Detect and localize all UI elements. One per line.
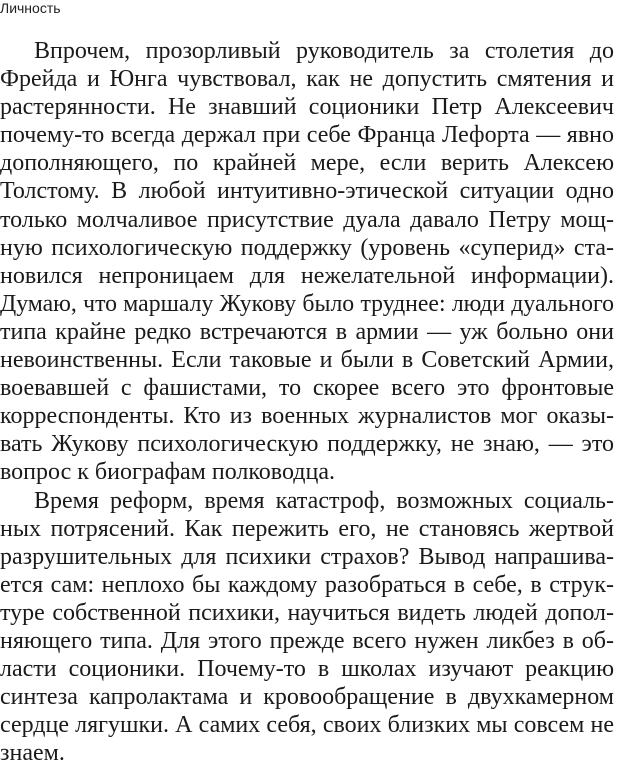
text-line: новился непроницаем для нежелательной информации). [0, 262, 614, 290]
text-line: синтеза капролактама и кровообращение в двухкамерном [0, 683, 614, 711]
text-line: няющего типа. Для этого прежде всего нужен ликбез в об- [0, 627, 614, 655]
paragraph-1 [0, 37, 614, 487]
text-line: почему-то всегда держал при себе Франца Лефорта — явно [0, 121, 614, 149]
text-line: сердце лягушки. А самих себя, своих близких мы совсем не [0, 711, 614, 739]
text-line: Впрочем, прозорливый руководитель за столетия до [0, 37, 614, 65]
text-line: Время реформ, время катастроф, возможных социаль- [0, 487, 614, 515]
text-line: туре собственной психики, научиться видеть людей допол- [0, 599, 614, 627]
text-line: корреспонденты. Кто из военных журналистов мог оказы- [0, 402, 614, 430]
text-line: Фрейда и Юнга чувствовал, как не допустить смятения и [0, 65, 614, 93]
text-line: растерянности. Не знавший соционики Петр Алексеевич [0, 93, 614, 121]
text-line: невоинственны. Если таковые и были в Советский Армии, [0, 346, 614, 374]
text-line: разрушительных для психики страхов? Вывод напрашива- [0, 543, 614, 571]
text-line: Думаю, что маршалу Жукову было труднее: люди дуального [0, 290, 614, 318]
text-line: воевавшей с фашистами, то скорее всего это фронтовые [0, 374, 614, 402]
body-text [0, 37, 614, 767]
text-line: ется сам: неплохо бы каждому разобраться в себе, в струк- [0, 571, 614, 599]
text-line: типа крайне редко встречаются в армии — уж больно они [0, 318, 614, 346]
text-line: ную психологическую поддержку (уровень «суперид» ста- [0, 234, 614, 262]
text-line: только молчаливое присутствие дуала давало Петру мощ- [0, 206, 614, 234]
text-line: ласти соционики. Почему-то в школах изучают реакцию [0, 655, 614, 683]
text-line: знаем. [0, 739, 614, 767]
text-line: вопрос к биографам полководца. [0, 458, 614, 486]
text-line: ных потрясений. Как пережить его, не становясь жертвой [0, 515, 614, 543]
paragraph-2 [0, 487, 614, 767]
text-line: Толстому. В любой интуитивно-этической ситуации одно [0, 177, 614, 205]
running-head: Личность [0, 0, 61, 16]
text-line: вать Жукову психологическую поддержку, не знаю, — это [0, 430, 614, 458]
text-line: дополняющего, по крайней мере, если верить Алексею [0, 149, 614, 177]
